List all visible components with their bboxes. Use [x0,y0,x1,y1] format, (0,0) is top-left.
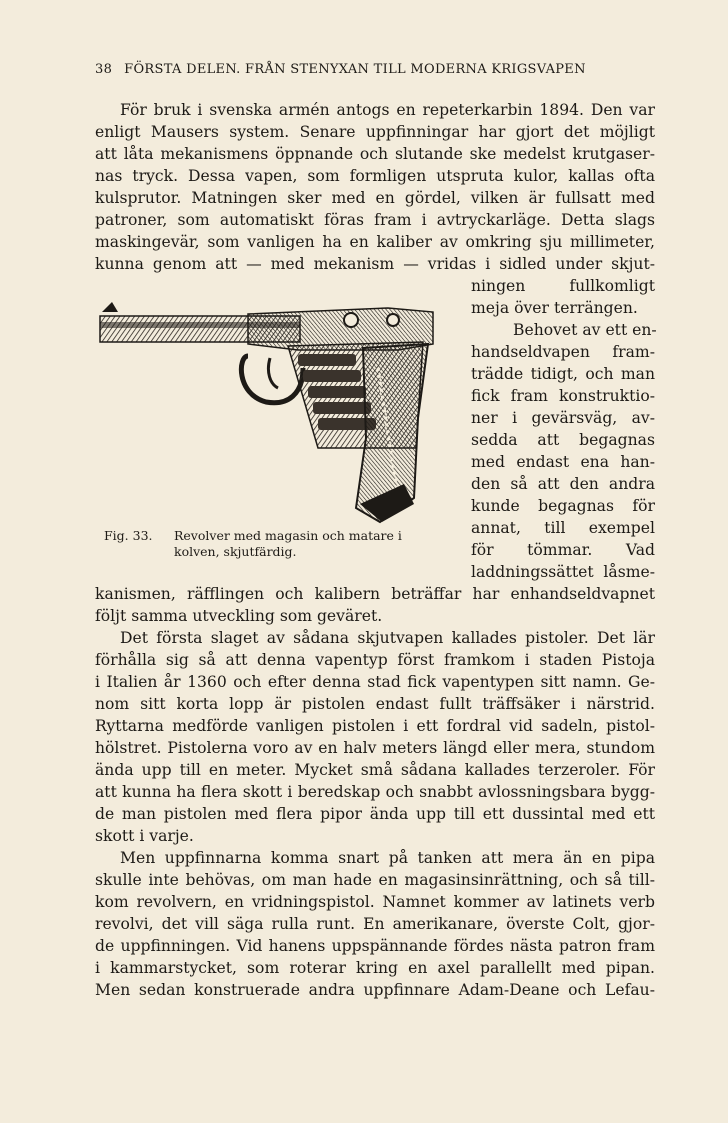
side-text-line: ningen fullkomligt [471,277,655,295]
text-line: i Italien år 1360 och efter denna stad fick vapentypen sitt namn. Ge- [95,673,655,691]
side-text-line: sedda att begagnas [471,431,655,449]
text-line: hölstret. Pistolerna voro av en halv meters längd eller mera, stundom [95,739,655,757]
side-text-line: ner i gevärsväg, av- [471,409,655,427]
text-line: Ryttarna medförde vanligen pistolen i ett fordral vid sadeln, pistol- [95,717,655,735]
figure-label: Fig. 33. [104,528,153,543]
text-line: i kammarstycket, som roterar kring en axel parallellt med pipan. [95,959,655,977]
side-text-line: handseldvapen fram- [471,343,655,361]
text-line: nas tryck. Dessa vapen, som formligen utspruta kulor, kallas ofta [95,167,655,185]
side-text-line: Behovet av ett en- [513,321,657,339]
text-line: skott i varje. [95,827,194,845]
text-line: följt samma utveckling som geväret. [95,607,383,625]
side-text-line: kunde begagnas för [471,497,655,515]
text-line: kulsprutor. Matningen sker med en gördel, vilken är fullsatt med [95,189,655,207]
side-text-line: med endast ena han- [471,453,655,471]
text-line: att låta mekanismens öppnande och slutande ske medelst krutgaser- [95,145,655,163]
side-text-line: fick fram konstruktio- [471,387,655,405]
text-line: att kunna ha flera skott i beredskap och snabbt avlossningsbara bygg- [95,783,655,801]
text-line: kom revolvern, en vridningspistol. Namnet kommer av latinets verb [95,893,655,911]
page-header [95,62,670,77]
text-line: maskingevär, som vanligen ha en kaliber av omkring sju millimeter, [95,233,655,251]
text-line: de uppfinningen. Vid hanens uppspännande fördes nästa patron fram [95,937,655,955]
text-line: patroner, som automatiskt föras fram i avtryckarläge. Detta slags [95,211,655,229]
text-line: ända upp till en meter. Mycket små sådana kallades terzeroler. För [95,761,655,779]
text-line: Men sedan konstruerade andra uppfinnare Adam-Deane och Lefau- [95,981,655,999]
side-text-line: meja över terrängen. [471,299,638,317]
text-line: skulle inte behövas, om man hade en magasinsinrättning, och så till- [95,871,655,889]
text-line: kanismen, räfflingen och kalibern beträffar har enhandseldvapnet [95,585,655,603]
caption-line-2: kolven, skjutfärdig. [174,544,297,559]
text-line: Men uppfinnarna komma snart på tanken att mera än en pipa [120,849,655,867]
side-text-line: laddningssättet låsme- [471,563,655,581]
side-text-line: annat, till exempel [471,519,655,537]
text-line: förhålla sig så att denna vapentyp först framkom i staden Pistoja [95,651,655,669]
text-line: revolvi, det vill säga rulla runt. En amerikanare, överste Colt, gjor- [95,915,655,933]
pistol-illustration [98,298,438,526]
text-line: kunna genom att — med mekanism — vridas i sidled under skjut- [95,255,655,273]
text-line: enligt Mausers system. Senare uppfinningar har gjort det möjligt [95,123,655,141]
text-line: För bruk i svenska armén antogs en repeterkarbin 1894. Den var [120,101,655,119]
text-line: Det första slaget av sådana skjutvapen kallades pistoler. Det lär [120,629,655,647]
text-line: nom sitt korta lopp är pistolen endast fullt träffsäker i närstrid. [95,695,655,713]
side-text-line: den så att den andra [471,475,655,493]
page-number: 38 [95,62,113,77]
side-text-line: för tömmar. Vad [471,541,655,559]
caption-line-1: Revolver med magasin och matare i [174,528,402,543]
text-line: de man pistolen med flera pipor ända upp till ett dussintal med ett [95,805,655,823]
figure-caption [104,528,449,560]
running-title: FÖRSTA DELEN. FRÅN STENYXAN TILL MODERNA KRIGSVAPEN [124,62,586,77]
side-text-line: trädde tidigt, och man [471,365,655,383]
